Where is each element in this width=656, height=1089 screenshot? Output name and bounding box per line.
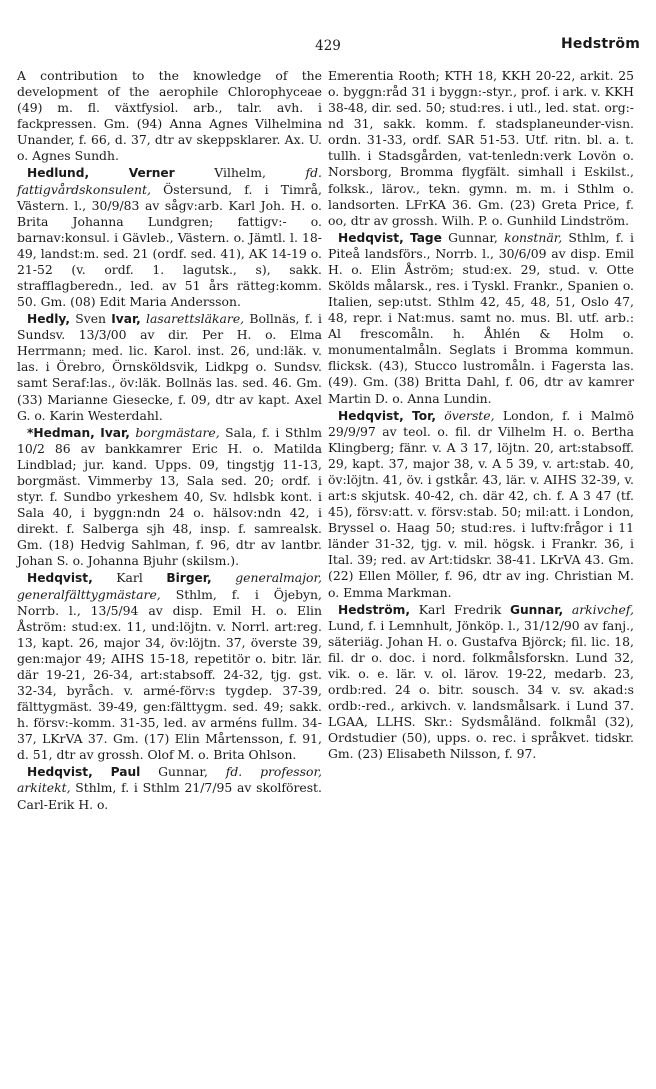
entry-given-pre: Karl Fredrik — [418, 601, 510, 617]
entry-hedly-ivar — [17, 311, 322, 424]
entry-given-name: Ivar, — [111, 312, 141, 327]
entry-text: London, f. i Malmö 29/9/97 av teol. o. fil. dr Vilhelm H. o. Bertha Klingberg; fänr. v. A 3 17, löjtn. 20, art:stabsoff. 29, kapt. 37, major 38, v. A 5 39, v. art:stab. 40, öv:löjtn. 41, öv. i gstkår. 43, lär. v. AIHS 32-39, v. art:s skjutsk. 40-42, ch. där 42, ch. f. A 3 47 (tf. 45), försv:att. v. försv:stab. 50; mil:att. i London, Bryssel o. Haag 50; stud:res. i luftv:frågor i 11 länder 31-32, tjg. v. mil. högsk. i Frankr. 36, i Ital. 39; red. av Art:tidskr. 38-41. LKrVA 43. Gm. (22) Ellen Möller, f. 96, dtr av ing. Christian M. o. Emma Markman. — [328, 407, 634, 600]
page-number: 429 — [315, 38, 341, 54]
entry-title: borgmästare, — [135, 424, 220, 440]
entry-given-rest: Vilhelm, — [174, 165, 266, 181]
entry-title: konstnär, — [504, 229, 563, 245]
entry-title: generalmajor, generalfälttygmästare, — [17, 570, 322, 602]
entry-continuation — [328, 68, 634, 229]
entry-hedlund-verner — [17, 165, 322, 310]
entry-hedqvist-paul — [17, 764, 322, 812]
entry-surname: Hedström, — [338, 602, 410, 617]
entry-given-name: Birger, — [166, 571, 212, 586]
entry-hedman-ivar — [17, 425, 322, 570]
running-head: Hedström — [561, 36, 640, 52]
entry-continuation — [17, 68, 322, 164]
entry-text: Emerentia Rooth; KTH 18, KKH 20-22, arkit. 25 o. byggn:råd 31 i byggn:-styr., prof. i ark. v. KKH 38-48, dir. sed. 50; stud:res. i utl., led. stat. org:-nd 31, sakk. komm. f. stadsplaneunder-visn. ordn. 31-33, ordf. SAR 51-53. Utf. ritn. bl. a. t. tullh. i Stadsgården, vat-tenledn:verk Lovön o. Norsborg, Bromma flygfält. simhall i Eskilst., folksk., lärov., tekn. gymn. m. m. i Sthlm o. landsorten. LFrKA 36. Gm. (23) Greta Price, f. oo, dtr av grossh. Wilh. P. o. Gunhild Lindström. — [328, 68, 634, 228]
entry-text: Sthlm, f. i Piteå landsförs., Norrb. l., 30/6/09 av disp. Emil H. o. Elin Åström; stud:ex. 29, stud. v. Otte Skölds målarsk., res. i Tyskl. Frankr., Spanien o. Italien, sep:utst. Sthlm 42, 45, 48, 51, Oslo 47, 48, repr. i Nat:mus. samt no. mus. Bl. utf. arb.: Al frescomåln. h. Åhlén & Holm o. monumentalmåln. Seglats i Bromma kommun. flicksk. (43), Stucco lustromåln. i Fagersta las. (49). Gm. (38) Britta Dahl, f. 06, dtr av kamrer Martin D. o. Anna Lundin. — [328, 229, 634, 406]
entry-text: Östersund, f. i Timrå, Västern. l., 30/9/83 av sågv:arb. Karl Joh. H. o. Brita Johanna Lundgren; fattigv:- o. barnav:konsul. i Gävleb., Västern. o. Jämtl. l. 18-49, landst:m. sed. 21 (ordf. sed. 41), AK 14-19 o. 21-52 (v. ordf. 1. lagutsk., s), sakk. strafflagberedn., led. av 51 års rätteg:komm. 50. Gm. (08) Edit Maria Andersson. — [17, 181, 322, 310]
entry-given-name: Paul — [110, 765, 141, 780]
entry-given-rest: Gunnar, — [441, 229, 498, 245]
entry-text: Lund, f. i Lemnhult, Jönköp. l., 31/12/90 av fanj., säteriäg. Johan H. o. Gustafva Björck; fil. lic. 18, fil. dr o. doc. i nord. folkmålsforskn. Lund 32, vik. o. e. lär. v. ol. lärov. 19-22, medarb. 23, ordb:red. 24 o. bitr. sousch. 34 v. sv. akad:s ordb:-red., arkivch. v. landsmålsark. i Lund 37. LGAA, LLHS. Skr.: Sydsmåländ. folkmål (32), Ordstudier (50), upps. o. rec. i språkvet. tidskr. Gm. (23) Elisabeth Nilsson, f. 97. — [328, 617, 634, 762]
entry-title: överste, — [444, 407, 495, 423]
entry-given-pre: Sven — [75, 311, 112, 327]
entry-title: fd. fattigvårdskonsulent, — [17, 165, 322, 197]
entry-given-name: Tor, — [412, 408, 436, 423]
entry-title: fd. professor, arkitekt, — [17, 764, 322, 796]
entry-hedqvist-tage — [328, 230, 634, 407]
entry-hedqvist-birger — [17, 570, 322, 763]
page-header — [0, 34, 656, 58]
entry-hedstrom-gunnar — [328, 602, 634, 763]
entry-surname: Hedqvist, — [27, 765, 93, 780]
entry-surname: Hedqvist, — [338, 408, 404, 423]
right-column — [328, 68, 634, 763]
left-column — [17, 68, 322, 814]
entry-title: lasarettsläkare, — [146, 311, 245, 327]
entry-text: A contribution to the knowledge of the development of the aerophile Chlorophyceae (49) m. fl. växtfysiol. arb., talr. avh. i fackpressen. Gm. (94) Anna Agnes Vilhelmina Unander, f. 66, d. 37, dtr av skeppsklarer. Ax. U. o. Agnes Sundh. — [17, 68, 322, 164]
entry-surname: Hedqvist, — [27, 571, 93, 586]
entry-surname: Hedqvist, — [338, 230, 404, 245]
entry-given-pre: Karl — [116, 570, 167, 586]
entry-text: Sthlm, f. i Sthlm 21/7/95 av skolförest. Carl-Erik H. o. — [17, 780, 322, 812]
entry-given-name: Verner — [128, 166, 175, 181]
entry-title: arkivchef, — [571, 601, 634, 617]
entry-given-name: Tage — [409, 230, 442, 245]
entry-given-name: Gunnar, — [509, 602, 564, 617]
entry-surname: *Hedman, — [27, 425, 95, 440]
entry-text: Bollnäs, f. i Sundsv. 13/3/00 av dir. Per H. o. Elma Herrmann; med. lic. Karol. inst. 26, und:läk. v. las. i Örebro, Örnsköldsvik, Lidkpg o. Sundsv. samt Seraf:las., öv:läk. Bollnäs las. sed. 46. Gm. (33) Marianne Giesecke, f. 09, dtr av kapt. Axel G. o. Karin Westerdahl. — [17, 311, 322, 423]
entry-text: Sthlm, f. i Öjebyn, Norrb. l., 13/5/94 av disp. Emil H. o. Elin Åström: stud:ex. 11, und:löjtn. v. Norrl. art:reg. 13, kapt. 26, major 34, öv:löjtn. 37, överste 39, gen:major 49; AIHS 15-18, repetitör o. bitr. lär. där 19-21, 26-34, art:stabsoff. 24-32, tjg. gst. 32-34, byråch. v. armé-förv:s tygdep. 37-39, fälttygmäst. 39-49, gen:fälttygm. sed. 49; sakk. h. försv:-komm. 31-35, led. av arméns fullm. 34-37, LKrVA 37. Gm. (17) Elin Mårtensson, f. 91, d. 51, dtr av grossh. Olof M. o. Brita Ohlson. — [17, 586, 322, 763]
entry-given-rest: Gunnar, — [140, 764, 208, 780]
entry-surname: Hedlund, — [27, 166, 90, 181]
entry-given-name: Ivar, — [100, 425, 130, 440]
entry-hedqvist-tor — [328, 408, 634, 601]
entry-text: Sala, f. i Sthlm 10/2 86 av bankkamrer Eric H. o. Matilda Lindblad; jur. kand. Upps. 09, tingstjg 11-13, borgmäst. Vimmerby 13, Sala sed. 20; ordf. i styr. f. Sundbo yrkeshem 40, Sv. hdlsbk kont. i Sala 40, i byggn:ndn 24 o. hälsov:ndn 42, i direkt. f. Salberga sjh 48, insp. f. samrealsk. Gm. (18) Hedvig Sahlman, f. 96, dtr av lantbr. Johan S. o. Johanna Bjuhr (skilsm.). — [17, 424, 322, 569]
entry-surname: Hedly, — [27, 312, 70, 327]
